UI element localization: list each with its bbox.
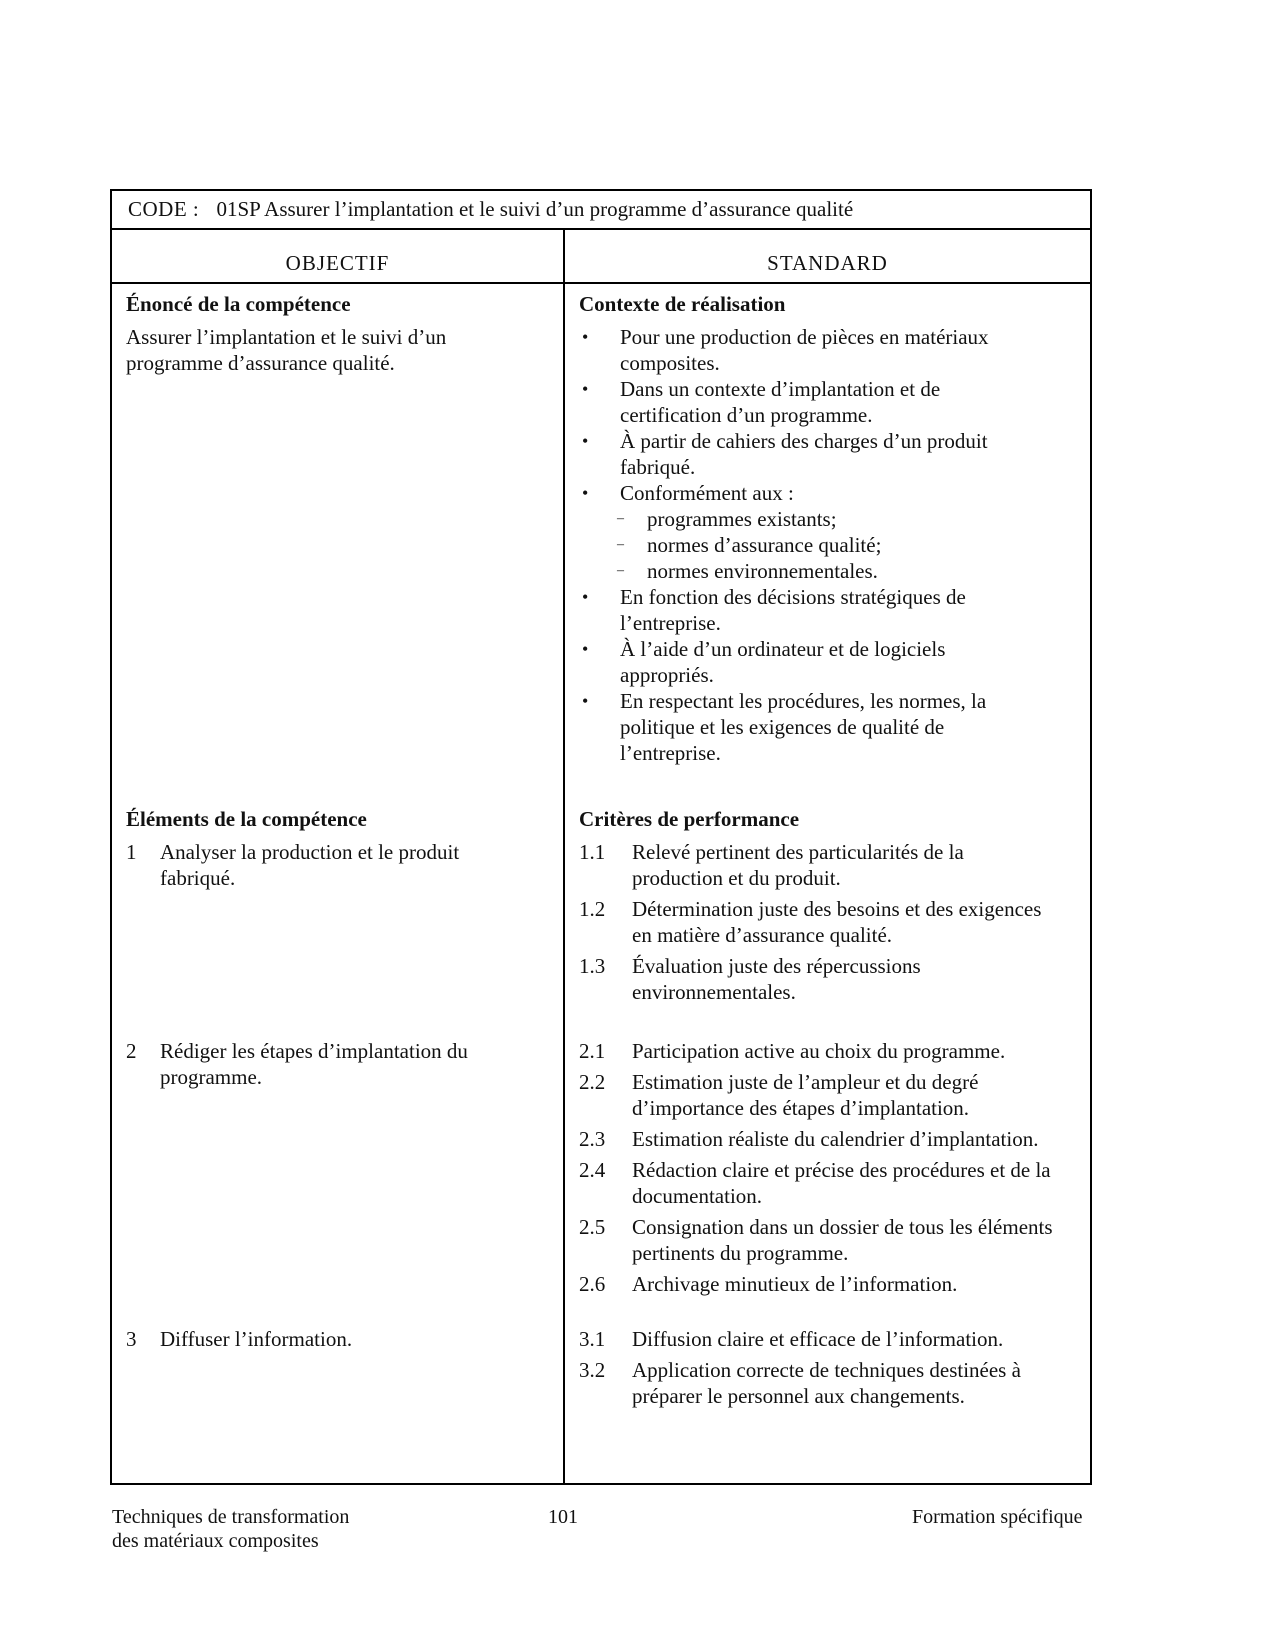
contexte-list [579,324,1019,766]
competency-table [110,189,1092,1485]
critere-item [579,1038,1059,1064]
bullet-icon: • [582,379,589,399]
critere-item [579,1069,1059,1121]
contexte-title: Contexte de réalisation [579,292,786,316]
element-text: Analyser la production et le produit fabriqué. [160,840,460,890]
contexte-item [579,584,1019,636]
criteres-group-2 [579,1038,1059,1302]
critere-item [579,1326,1059,1352]
contexte-item [579,376,1019,428]
enonce-text: Assurer l’implantation et le suivi d’un programme d’assurance qualité. [126,325,447,375]
contexte-text: À partir de cahiers des charges d’un produit fabriqué. [620,429,988,479]
critere-number: 1.2 [579,897,606,921]
element-number: 2 [126,1039,137,1063]
element-number: 3 [126,1327,137,1351]
contexte-item [579,688,1019,766]
contexte-item [579,480,1019,506]
contexte-text: Conformément aux : [620,481,794,505]
critere-number: 2.6 [579,1272,606,1296]
bullet-icon: • [582,587,589,607]
element-number: 1 [126,840,137,864]
critere-text: Relevé pertinent des particularités de la production et du produit. [632,840,964,890]
critere-number: 3.2 [579,1358,606,1382]
standard-column [579,284,1084,1483]
critere-item [579,1357,1059,1409]
footer-section: Formation spécifique [912,1506,1083,1528]
footer-line-2: des matériaux composites [112,1530,319,1552]
critere-number: 2.2 [579,1070,606,1094]
bullet-icon: • [582,431,589,451]
critere-number: 1.3 [579,954,606,978]
bullet-icon: • [582,639,589,659]
critere-text: Archivage minutieux de l’information. [632,1272,958,1296]
critere-number: 2.4 [579,1158,606,1182]
column-header-objectif: OBJECTIF [285,251,390,275]
column-header-row [112,230,1090,284]
contexte-subitem [579,506,1019,532]
criteres-group-1 [579,839,1059,1010]
critere-text: Détermination juste des besoins et des exigences en matière d’assurance qualité. [632,897,1042,947]
bullet-icon: • [582,483,589,503]
critere-text: Rédaction claire et précise des procédures et de la documentation. [632,1158,1051,1208]
critere-item [579,839,1059,891]
contexte-item [579,636,1019,688]
critere-text: Application correcte de techniques destinées à préparer le personnel aux changements. [632,1358,1021,1408]
contexte-item [579,428,1019,480]
contexte-subitem-text: normes d’assurance qualité; [647,533,882,557]
critere-number: 3.1 [579,1327,606,1351]
contexte-text: Dans un contexte d’implantation et de certification d’un programme. [620,377,941,427]
contexte-text: À l’aide d’un ordinateur et de logiciels appropriés. [620,637,946,687]
footer-line-1: Techniques de transformation [112,1506,350,1528]
contexte-item [579,324,1019,376]
contexte-subitem-text: normes environnementales. [647,559,878,583]
critere-item [579,1271,1059,1297]
element-item [126,839,496,891]
critere-number: 2.3 [579,1127,606,1151]
criteres-title: Critères de performance [579,807,800,831]
dash-icon: – [617,563,624,578]
element-text: Diffuser l’information. [160,1327,353,1351]
element-item [126,1038,496,1090]
criteres-group-3 [579,1326,1059,1414]
enonce-title: Énoncé de la compétence [126,292,351,316]
column-divider [563,230,565,1483]
dash-icon: – [617,511,624,526]
code-title: 01SP Assurer l’implantation et le suivi d’un programme d’assurance qualité [216,197,854,221]
element-item [126,1326,496,1352]
element-text: Rédiger les étapes d’implantation du programme. [160,1039,468,1089]
contexte-subitem [579,532,1019,558]
critere-text: Participation active au choix du programme. [632,1039,1006,1063]
critere-number: 1.1 [579,840,606,864]
critere-item [579,953,1059,1005]
critere-number: 2.5 [579,1215,606,1239]
critere-item [579,896,1059,948]
code-row [112,191,1090,230]
contexte-subitem-text: programmes existants; [647,507,837,531]
contexte-text: Pour une production de pièces en matériaux composites. [620,325,989,375]
contexte-subitem [579,558,1019,584]
critere-item [579,1157,1059,1209]
dash-icon: – [617,537,624,552]
page-number: 101 [548,1506,578,1528]
critere-text: Estimation réaliste du calendrier d’implantation. [632,1127,1039,1151]
contexte-text: En fonction des décisions stratégiques de l’entreprise. [620,585,966,635]
bullet-icon: • [582,327,589,347]
critere-number: 2.1 [579,1039,606,1063]
elements-title: Éléments de la compétence [126,807,367,831]
objectif-column [126,284,556,1483]
bullet-icon: • [582,691,589,711]
code-label: CODE : [128,197,200,221]
critere-text: Estimation juste de l’ampleur et du degré d’importance des étapes d’implantation. [632,1070,979,1120]
contexte-text: En respectant les procédures, les normes, la politique et les exigences de qualité de l’entreprise. [620,689,987,765]
critere-text: Évaluation juste des répercussions environnementales. [632,954,921,1004]
critere-text: Consignation dans un dossier de tous les éléments pertinents du programme. [632,1215,1053,1265]
column-header-standard: STANDARD [767,251,888,275]
critere-text: Diffusion claire et efficace de l’information. [632,1327,1004,1351]
footer-program-title [112,1505,349,1553]
critere-item [579,1214,1059,1266]
critere-item [579,1126,1059,1152]
